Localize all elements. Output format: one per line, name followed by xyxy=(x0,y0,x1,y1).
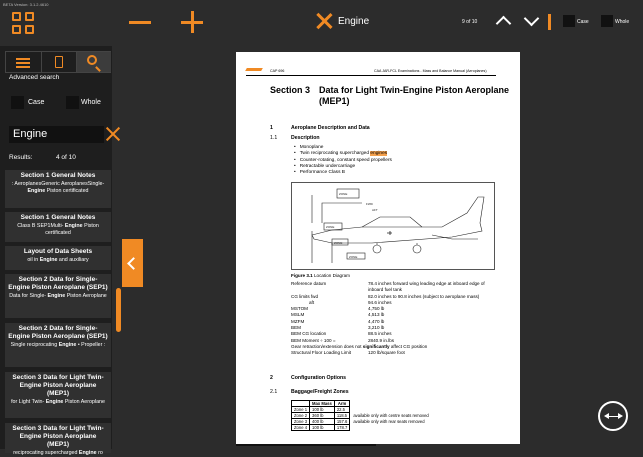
search-result-item[interactable] xyxy=(5,323,111,367)
list-item: • Counter-rotating, constant speed propellers xyxy=(294,158,392,164)
search-result-item[interactable] xyxy=(5,274,111,318)
subsection-title: Configuration Options xyxy=(291,375,347,381)
next-match-icon[interactable] xyxy=(522,13,540,31)
svg-text:ZONE: ZONE xyxy=(339,192,348,196)
baggage-zones-table xyxy=(291,400,432,431)
table-row: Zone 2 360 lb 118.5 available only with centre seats removed xyxy=(292,413,432,419)
result-snippet: Data for Single- Engine Piston Aeroplane xyxy=(9,293,107,299)
subsection-title: Description xyxy=(291,135,320,141)
whole-checkbox[interactable] xyxy=(601,15,613,27)
result-snippet: reciprocating supercharged Engine ro xyxy=(13,450,103,456)
case-label: Case xyxy=(577,19,589,25)
tab-search[interactable] xyxy=(76,52,111,72)
results-label: Results: xyxy=(9,154,33,161)
version-label: BETA Version: 3.1.2.4610 xyxy=(3,2,49,7)
list-item: • Retractable undercarriage xyxy=(294,164,392,170)
table-row: aft 94.6 inches xyxy=(309,299,392,305)
svg-text:ZONE: ZONE xyxy=(334,241,343,245)
figure-caption: Figure 3.1 Location Diagram xyxy=(291,273,350,278)
document-page xyxy=(236,52,520,449)
subsection-number: 1 xyxy=(270,125,273,131)
result-title: Section 1 General Notes xyxy=(20,172,96,179)
search-result-item[interactable] xyxy=(5,170,111,208)
search-result-item[interactable] xyxy=(5,212,111,242)
table-row: Reference datum 78.4 inches forward wing leading edge at inboard edge of inboard fuel tank xyxy=(291,281,485,293)
sidebar-tabs xyxy=(5,51,111,73)
table-row: MSTOM 4,750 lb xyxy=(291,306,385,312)
advanced-search-input[interactable] xyxy=(9,126,104,143)
table-row: Zone 4 100 lb 178.7 xyxy=(292,425,432,431)
table-header-row: Max Mass Arm xyxy=(292,401,432,407)
advanced-search-title: Advanced search xyxy=(9,74,60,81)
result-title: Section 3 Data for Light Twin-Engine Piston Aeroplane (MEP1) xyxy=(12,425,104,448)
page-navigation-icon[interactable] xyxy=(598,401,628,431)
document-search-bar xyxy=(312,12,555,32)
location-diagram xyxy=(291,182,495,270)
result-snippet: Class B SEP1Multi- Engine Piston certificated xyxy=(17,223,99,236)
thumbnail-grid-icon[interactable] xyxy=(12,12,34,34)
page-cap-number: CAP 696 xyxy=(270,69,285,73)
section-number: Section 3 xyxy=(270,85,311,95)
list-item: • Performance Class B xyxy=(294,170,392,176)
match-count: 9 of 10 xyxy=(462,19,478,25)
document-icon xyxy=(55,56,63,68)
table-row: BEM Moment ÷ 100 = 2840.9 in.lbs xyxy=(291,337,395,343)
table-row: MSLM 4,513 lb xyxy=(291,312,385,318)
table-row: Zone 3 400 lb 157.6 available only with rear seats removed xyxy=(292,419,432,425)
result-title: Section 3 Data for Light Twin-Engine Piston Aeroplane (MEP1) xyxy=(12,374,104,397)
collapse-sidebar-button[interactable] xyxy=(122,239,143,287)
aeroplane-data-table xyxy=(291,281,501,357)
subsection-number: 2 xyxy=(270,375,273,381)
sidebar xyxy=(0,46,112,456)
result-snippet: Single reciprocating Engine • Propeller : xyxy=(10,342,106,348)
search-result-item[interactable] xyxy=(5,423,111,456)
svg-text:AFT: AFT xyxy=(372,208,378,212)
result-title: Section 2 Data for Single-Engine Piston Aeroplane (SEP1) xyxy=(8,276,108,291)
case-checkbox[interactable] xyxy=(563,15,575,27)
search-value: Engine xyxy=(13,128,48,140)
description-list xyxy=(294,145,392,176)
subsection-title: Aeroplane Description and Data xyxy=(291,125,370,131)
clear-search-icon[interactable] xyxy=(106,127,120,141)
list-item: • Twin reciprocating supercharged engines xyxy=(294,151,392,157)
page-running-head: CAA JAR-FCL Examinations - Mass and Balance Manual (Aeroplanes) xyxy=(374,69,487,73)
table-row: BEM 3,210 lb xyxy=(291,325,385,331)
result-snippet: oil in Engine and auxiliary xyxy=(27,257,89,263)
search-icon xyxy=(87,55,97,65)
previous-match-icon[interactable] xyxy=(494,13,512,31)
whole-label: Whole xyxy=(81,99,101,106)
case-checkbox[interactable] xyxy=(11,96,24,109)
divider xyxy=(548,14,551,30)
table-row: Gear retraction/extension does not significantly affect CG position xyxy=(291,343,428,349)
zoom-in-icon[interactable] xyxy=(181,11,203,33)
result-title: Layout of Data Sheets xyxy=(23,248,93,255)
svg-text:FWD: FWD xyxy=(366,202,373,206)
result-snippet: : AeroplanesGeneric AeroplanesSingle- Engine Piston certificated xyxy=(11,181,105,194)
case-label: Case xyxy=(28,99,45,106)
search-input[interactable]: Engine xyxy=(338,16,370,27)
table-row: Zone 1 100 lb 22.5 xyxy=(292,407,432,413)
result-title: Section 1 General Notes xyxy=(20,214,96,221)
search-result-item[interactable] xyxy=(5,246,111,270)
search-result-item[interactable] xyxy=(5,372,111,418)
result-snippet: for Light Twin- Engine Piston Aeroplane xyxy=(11,399,105,405)
zoom-out-icon[interactable] xyxy=(129,21,151,24)
caa-logo-icon xyxy=(246,66,264,74)
clear-search-icon[interactable] xyxy=(316,13,332,29)
sidebar-scrollbar[interactable] xyxy=(116,288,121,332)
subsection-title: Baggage/Freight Zones xyxy=(291,389,349,395)
section-title: Data for Light Twin-Engine Piston Aeroplane (MEP1) xyxy=(319,85,510,106)
table-row: CG limits fwd 82.0 inches to 90.8 inches (subject to aeroplane mass) xyxy=(291,293,480,299)
subsection-number: 2.1 xyxy=(270,389,278,395)
table-row: BEM CG location 88.5 inches xyxy=(291,331,392,337)
svg-text:ZONE: ZONE xyxy=(326,225,335,229)
page-scroll-indicator xyxy=(236,444,376,446)
whole-checkbox[interactable] xyxy=(66,96,79,109)
table-row: MZFM 4,470 lb xyxy=(291,318,385,324)
table-row: Structural Floor Loading Limit 120 lb/square foot xyxy=(291,350,405,356)
result-title: Section 2 Data for Single-Engine Piston Aeroplane (SEP1) xyxy=(8,325,108,340)
aeroplane-diagram xyxy=(292,183,496,271)
list-item: • Monoplane xyxy=(294,145,392,151)
whole-label: Whole xyxy=(615,19,630,25)
subsection-number: 1.1 xyxy=(270,135,278,141)
tab-outline[interactable] xyxy=(6,52,41,72)
svg-text:ZONE: ZONE xyxy=(349,255,358,259)
search-highlight: engines xyxy=(370,151,388,157)
results-count: 4 of 10 xyxy=(56,154,76,161)
tab-pages[interactable] xyxy=(41,52,76,72)
header-rule xyxy=(246,75,496,76)
